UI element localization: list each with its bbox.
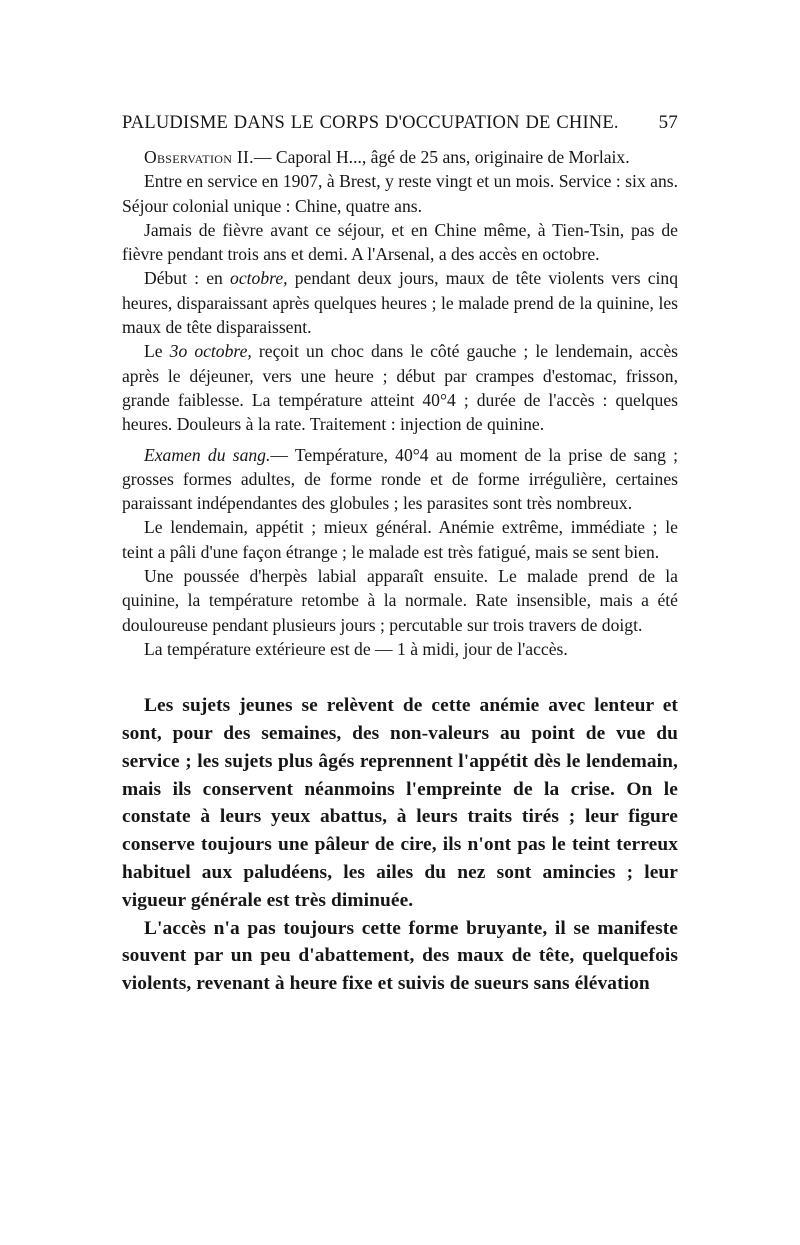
p4-lead: Le [144,341,170,362]
book-page [122,112,678,998]
blood-exam-heading: Examen du sang. [144,444,271,465]
observation-intro [122,145,678,169]
observation-paragraph-4 [122,339,678,436]
observation-paragraph-1: Entre en service en 1907, à Brest, y reste vingt et un mois. Service : six ans. Séjour colonial unique : Chine, quatre ans. [122,171,678,216]
main-text [122,692,678,998]
observation-paragraph-3 [122,266,678,339]
page-number: 57 [658,112,678,133]
observation-paragraph-6: Le lendemain, appétit ; mieux général. Anémie extrême, immédiate ; le teint a pâli d'une façon étrange ; le malade est très fatigué, mais se sent bien. [122,517,678,562]
body-paragraph-2: L'accès n'a pas toujours cette forme bruyante, il se manifeste souvent par un peu d'abattement, des maux de tête, quelquefois violents, revenant à heure fixe et suivis de sueurs sans élévation [122,917,678,995]
body-paragraph-1: Les sujets jeunes se relèvent de cette anémie avec lenteur et sont, pour des semaines, des non-valeurs au point de vue du service ; les sujets plus âgés reprennent l'appétit dès le lendemain, mais ils conservent néanmoins l'empreinte de la crise. On le constate à leurs yeux abattus, à leurs traits tirés ; leur figure conserve toujours une pâleur de cire, ils n'ont pas le teint terreux habituel aux paludéens, les ailes du nez sont amincies ; leur vigueur générale est très diminuée. [122,695,678,911]
p4-text: reçoit un choc dans le côté gauche ; le lendemain, accès après le déjeuner, vers une heure ; début par crampes d'estomac, frisson, grande faiblesse. La température atteint 40°4 ; durée de l'accès : quelques heures. Douleurs à la rate. Traitement : injection de quinine. [122,341,678,435]
p3-lead: Début : en [144,268,231,289]
observation-intro-text: — Caporal H..., âgé de 25 ans, originaire de Morlaix. [253,147,630,167]
running-title: PALUDISME DANS LE CORPS D'OCCUPATION DE CHINE. [122,113,619,133]
observation-label: Observation II. [144,147,254,167]
p4-italic-date: 3o octobre, [169,341,252,362]
observation-paragraph-7: Une poussée d'herpès labial apparaît ensuite. Le malade prend de la quinine, la température retombe à la normale. Rate insensible, mais a été douloureuse pendant plusieurs jours ; percutable sur trois travers de doigt. [122,566,678,635]
observation-section [122,145,678,661]
observation-paragraph-8: La température extérieure est de — 1 à midi, jour de l'accès. [144,638,568,659]
p3-italic-date: octobre, [230,268,288,289]
p5-text: — Température, 40°4 au moment de la prise de sang ; grosses formes adultes, de forme ronde et de forme irrégulière, certaines paraissant indépendantes des globules ; les parasites sont très nombreux. [122,444,678,514]
observation-paragraph-2: Jamais de fièvre avant ce séjour, et en Chine même, à Tien-Tsin, pas de fièvre pendant trois ans et demi. A l'Arsenal, a des accès en octobre. [122,219,678,265]
running-header [122,112,678,142]
observation-paragraph-5 [122,443,678,516]
p3-text: pendant deux jours, maux de tête violents vers cinq heures, disparaissant après quelques heures ; le malade prend de la quinine, les maux de tête disparaissent. [122,268,679,338]
